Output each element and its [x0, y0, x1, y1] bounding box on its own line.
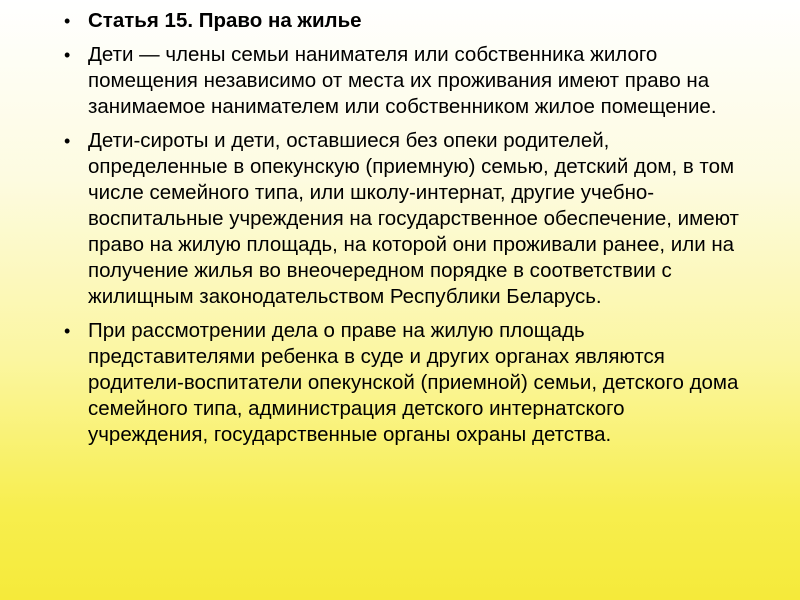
- article-title: Статья 15. Право на жилье: [88, 9, 362, 32]
- bullet-dot-icon: •: [64, 131, 71, 151]
- bullet-dot-icon: •: [64, 45, 71, 65]
- bullet-item-court-representatives: [64, 318, 748, 448]
- bullet-item-orphans: [64, 128, 748, 310]
- bullet-item-children-family: [64, 42, 748, 120]
- bullet-list: [64, 8, 748, 448]
- bullet-dot-icon: •: [64, 321, 71, 341]
- bullet-text: Дети — члены семьи нанимателя или собственника жилого помещения независимо от места их проживания имеют право на занимаемое нанимателем или собственником жилое помещение.: [88, 43, 717, 118]
- bullet-text: При рассмотрении дела о праве на жилую площадь представителями ребенка в суде и других органах являются родители-воспитатели опекунской (приемной) семьи, детского дома семейного типа, администрация детского интернатского учреждения, государственные органы охраны детства.: [88, 319, 739, 446]
- bullet-text: Дети-сироты и дети, оставшиеся без опеки родителей, определенные в опекунскую (приемную) семью, детский дом, в том числе семейного типа, или школу-интернат, другие учебно-воспитальные учреждения на государственное обеспечение, имеют право на жилую площадь, на которой они проживали ранее, или на получение жилья во внеочередном порядке в соответствии с жилищным законодательством Республики Беларусь.: [88, 129, 739, 308]
- bullet-item-article-title: [64, 8, 748, 34]
- bullet-dot-icon: •: [64, 11, 71, 31]
